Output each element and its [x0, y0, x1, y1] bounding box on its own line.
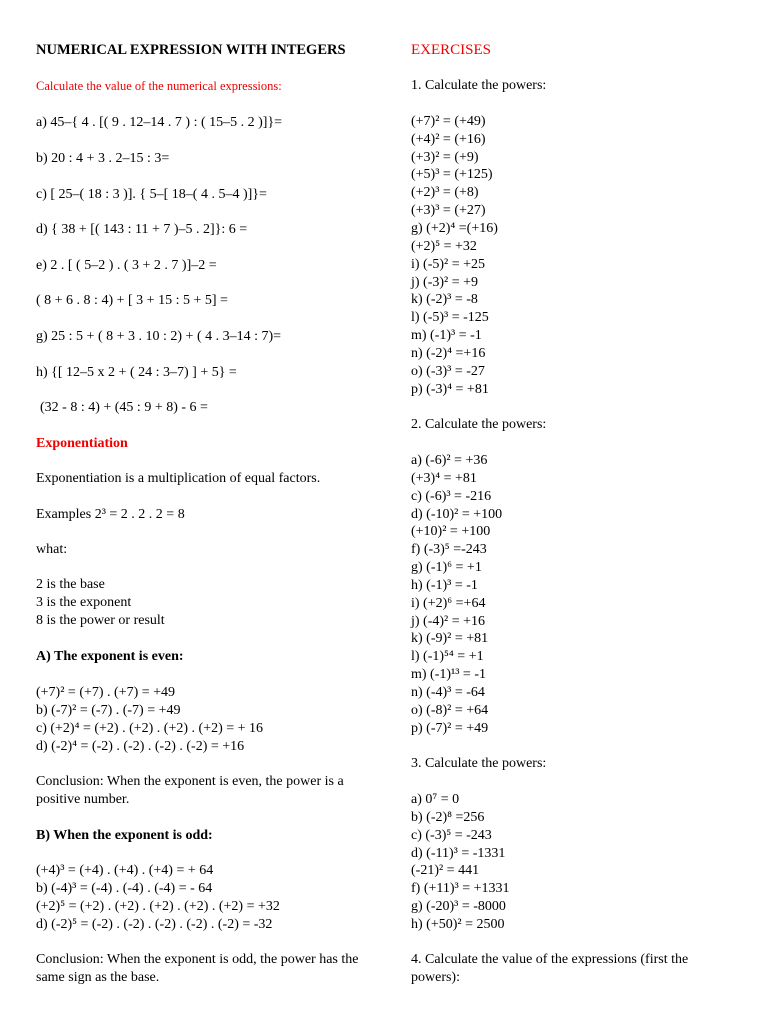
exercise-2-item: m) (-1)¹³ = -1 — [411, 667, 486, 682]
odd-example: (+2)⁵ = (+2) . (+2) . (+2) . (+2) . (+2) = +32 — [36, 899, 280, 914]
exercise-1-item: (+2)⁵ = +32 — [411, 239, 477, 254]
exercise-2-item: k) (-9)² = +81 — [411, 631, 489, 646]
exercise-1-item: (+5)³ = (+125) — [411, 167, 493, 182]
exercise-4-heading: 4. Calculate the value of the expressions (first the powers): — [411, 952, 689, 985]
even-example: (+7)² = (+7) . (+7) = +49 — [36, 685, 176, 700]
exercise-3-item: h) (+50)² = 2500 — [411, 917, 505, 932]
exercise-3-item: f) (+11)³ = +1331 — [411, 881, 510, 896]
even-example: d) (-2)⁴ = (-2) . (-2) . (-2) . (-2) = +16 — [36, 739, 245, 754]
expression-f: ( 8 + 6 . 8 : 4) + [ 3 + 15 : 5 + 5] = — [36, 293, 228, 308]
exercise-2-heading: 2. Calculate the powers: — [411, 417, 547, 432]
even-heading: A) The exponent is even: — [36, 649, 184, 664]
even-example: c) (+2)⁴ = (+2) . (+2) . (+2) . (+2) = + 16 — [36, 721, 264, 736]
exercise-1-item: j) (-3)² = +9 — [411, 275, 479, 290]
exercise-3-item: c) (-3)⁵ = -243 — [411, 828, 492, 843]
exercise-2-item: j) (-4)² = +16 — [411, 614, 486, 629]
expression-e: e) 2 . [ ( 5–2 ) . ( 3 + 2 . 7 )]–2 = — [36, 258, 217, 273]
exercise-3-item: b) (-2)⁸ =256 — [411, 810, 485, 825]
exponent-part: 3 is the exponent — [36, 595, 132, 610]
odd-example: (+4)³ = (+4) . (+4) . (+4) = + 64 — [36, 863, 214, 878]
exercise-2-item: n) (-4)³ = -64 — [411, 685, 485, 700]
exercise-2-item: h) (-1)³ = -1 — [411, 578, 478, 593]
odd-example: d) (-2)⁵ = (-2) . (-2) . (-2) . (-2) . (-2) = -32 — [36, 917, 273, 932]
expression-g: g) 25 : 5 + ( 8 + 3 . 10 : 2) + ( 4 . 3–14 : 7)= — [36, 329, 282, 344]
odd-heading: B) When the exponent is odd: — [36, 828, 213, 843]
exercise-2-item: f) (-3)⁵ =-243 — [411, 542, 487, 557]
exercise-2-item: (+3)⁴ = +81 — [411, 471, 477, 486]
exercise-3-item: (-21)² = 441 — [411, 863, 480, 878]
exercise-2-item: i) (+2)⁶ =+64 — [411, 596, 486, 611]
result-part: 8 is the power or result — [36, 613, 165, 628]
exercise-3-item: g) (-20)³ = -8000 — [411, 899, 506, 914]
exercise-1-item: (+3)² = (+9) — [411, 150, 479, 165]
exponentiation-heading: Exponentiation — [36, 436, 128, 451]
exercise-1-item: (+7)² = (+49) — [411, 114, 486, 129]
page-title: NUMERICAL EXPRESSION WITH INTEGERS — [36, 42, 346, 58]
expression-d: d) { 38 + [( 143 : 11 + 7 )–5 . 2]}: 6 = — [36, 222, 248, 237]
expression-a: a) 45–{ 4 . [( 9 . 12–14 . 7 ) : ( 15–5 . 2 )]}= — [36, 115, 283, 130]
exponentiation-definition: Exponentiation is a multiplication of equal factors. — [36, 471, 321, 486]
exercise-1-item: g) (+2)⁴ =(+16) — [411, 221, 498, 236]
expression-h: h) {[ 12–5 x 2 + ( 24 : 3–7) ] + 5} = — [36, 365, 237, 380]
exercise-3-item: d) (-11)³ = -1331 — [411, 846, 506, 861]
exercise-1-item: (+4)² = (+16) — [411, 132, 486, 147]
odd-conclusion: Conclusion: When the exponent is odd, the power has the same sign as the base. — [36, 952, 359, 985]
exercise-2-item: o) (-8)² = +64 — [411, 703, 489, 718]
exercise-1-item: m) (-1)³ = -1 — [411, 328, 482, 343]
exercise-2-item: g) (-1)⁶ = +1 — [411, 560, 482, 575]
exercise-2-item: l) (-1)⁵⁴ = +1 — [411, 649, 484, 664]
odd-example: b) (-4)³ = (-4) . (-4) . (-4) = - 64 — [36, 881, 213, 896]
exercise-1-heading: 1. Calculate the powers: — [411, 78, 547, 93]
exercise-3-heading: 3. Calculate the powers: — [411, 756, 547, 771]
exercise-3-item: a) 0⁷ = 0 — [411, 792, 460, 807]
exercise-2-item: (+10)² = +100 — [411, 524, 491, 539]
exercise-1-item: o) (-3)³ = -27 — [411, 364, 485, 379]
expression-c: c) [ 25–( 18 : 3 )]. { 5–[ 18–( 4 . 5–4 )]}= — [36, 187, 267, 202]
exercise-2-item: p) (-7)² = +49 — [411, 721, 489, 736]
base-part: 2 is the base — [36, 577, 105, 592]
exercise-1-item: k) (-2)³ = -8 — [411, 292, 478, 307]
exercise-1-item: (+2)³ = (+8) — [411, 185, 479, 200]
exercise-2-item: d) (-10)² = +100 — [411, 507, 503, 522]
exercise-2-item: a) (-6)² = +36 — [411, 453, 488, 468]
exercise-2-item: c) (-6)³ = -216 — [411, 489, 492, 504]
exercises-title: EXERCISES — [411, 42, 492, 58]
even-conclusion: Conclusion: When the exponent is even, the power is a positive number. — [36, 774, 344, 807]
exercise-1-item: (+3)³ = (+27) — [411, 203, 486, 218]
what-label: what: — [36, 542, 68, 557]
exercise-1-item: n) (-2)⁴ =+16 — [411, 346, 486, 361]
even-example: b) (-7)² = (-7) . (-7) = +49 — [36, 703, 181, 718]
exercise-1-item: p) (-3)⁴ = +81 — [411, 382, 489, 397]
expression-i: (32 - 8 : 4) + (45 : 9 + 8) - 6 = — [40, 400, 208, 415]
exercise-1-item: l) (-5)³ = -125 — [411, 310, 489, 325]
exercise-1-item: i) (-5)² = +25 — [411, 257, 486, 272]
expression-b: b) 20 : 4 + 3 . 2–15 : 3= — [36, 151, 170, 166]
example: Examples 2³ = 2 . 2 . 2 = 8 — [36, 507, 185, 522]
instruction: Calculate the value of the numerical expressions: — [36, 79, 282, 93]
